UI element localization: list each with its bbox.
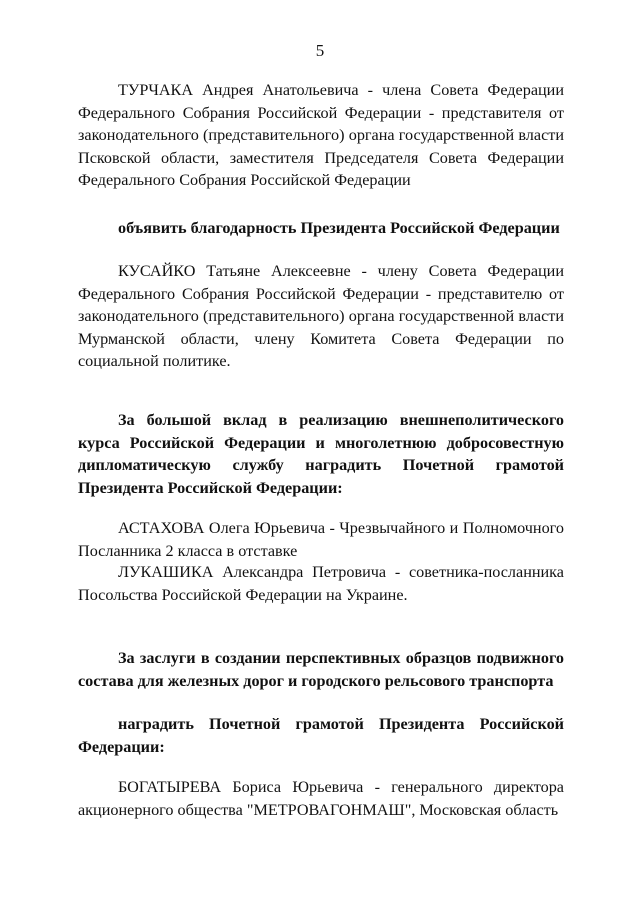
award-entry-bogatyrev: [78, 776, 564, 821]
certificate-award-heading-text: наградить Почетной грамотой Президента Российской Федерации:: [78, 715, 564, 756]
award-entry-text: АСТАХОВА Олега Юрьевича - Чрезвычайного и Полномочного Посланника 2 класса в отставке: [78, 519, 564, 560]
gratitude-heading: [78, 217, 564, 240]
award-entry-kusayko: [78, 260, 564, 373]
transport-award-heading: [78, 647, 564, 692]
gratitude-heading-text: объявить благодарность Президента Российской Федерации: [118, 219, 560, 237]
page-number: 5: [315, 41, 325, 60]
award-entry-astakhov: [78, 517, 564, 562]
award-entry-text: ЛУКАШИКА Александра Петровича - советника-посланника Посольства Российской Федерации на Украине.: [78, 563, 564, 604]
award-entry-text: БОГАТЫРЕВА Бориса Юрьевича - генерального директора акционерного общества "МЕТРОВАГОНМАШ", Московская область: [78, 778, 564, 819]
certificate-award-heading: [78, 713, 564, 758]
transport-award-heading-text: За заслуги в создании перспективных образцов подвижного состава для железных дорог и городского рельсового транспорта: [78, 649, 564, 690]
award-entry-text: КУСАЙКО Татьяне Алексеевне - члену Совета Федерации Федерального Собрания Российской Федерации - представителю от законодательного (представительного) органа государственной власти Мурманской области, члену Комитета Совета Федерации по социальной политике.: [78, 262, 564, 370]
award-entry-lukashik: [78, 561, 564, 606]
award-entry-turchak: [78, 79, 564, 192]
award-entry-text: ТУРЧАКА Андрея Анатольевича - члена Совета Федерации Федерального Собрания Российской Федерации - представителя от законодательного (представительного) органа государственной власти Псковской области, заместителя Председателя Совета Федерации Федерального Собрания Российской Федерации: [78, 81, 564, 189]
diplomatic-award-heading-text: За большой вклад в реализацию внешнеполитического курса Российской Федерации и многолетнюю добросовестную дипломатическую службу наградить Почетной грамотой Президента Российской Федерации:: [78, 411, 564, 497]
diplomatic-award-heading: [78, 409, 564, 499]
